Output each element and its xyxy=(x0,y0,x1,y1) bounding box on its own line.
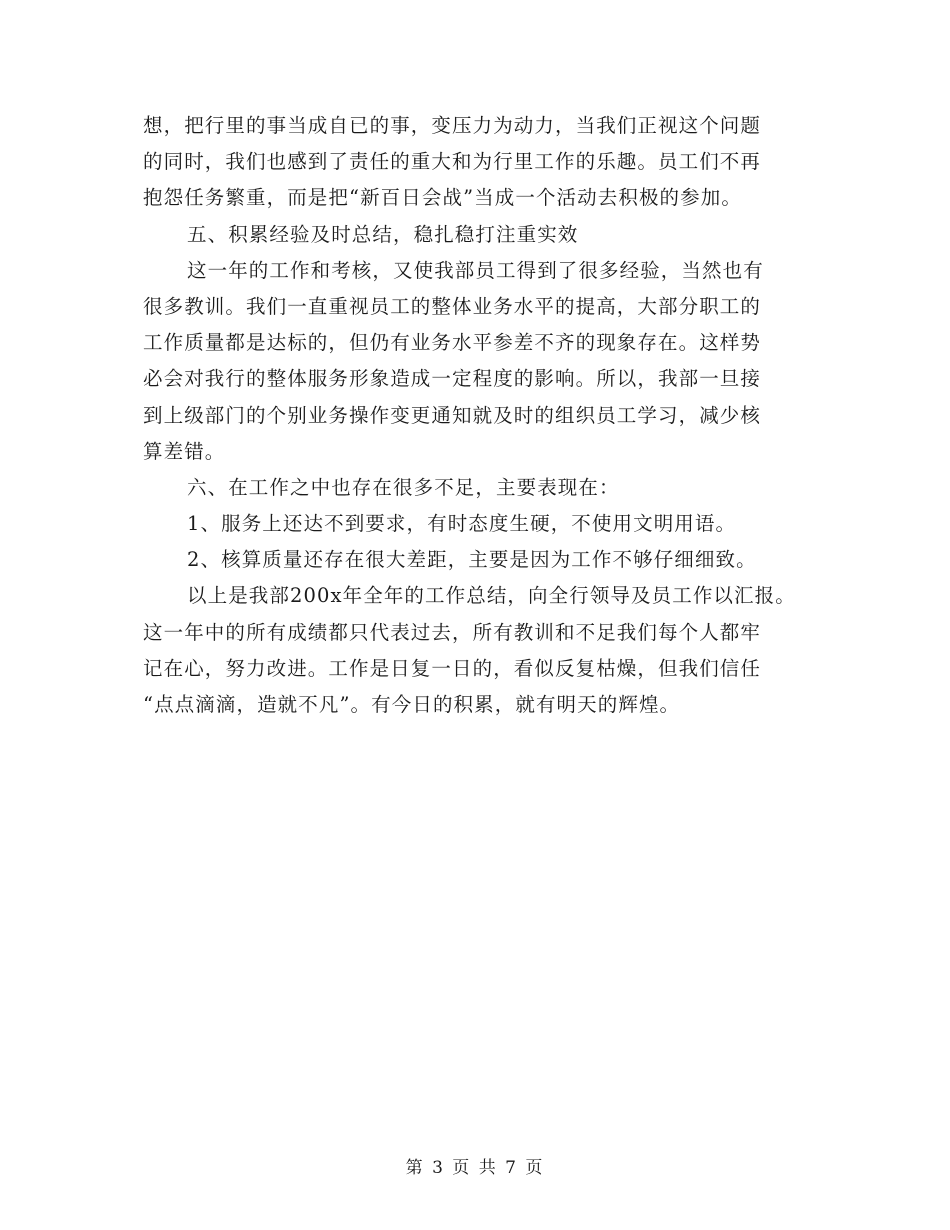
text-line: “点点滴滴，造就不凡”。有今日的积累，就有明天的辉煌。 xyxy=(143,693,681,716)
section-heading: 六、在工作之中也存在很多不足，主要表现在： xyxy=(187,475,620,499)
text-line: 算差错。 xyxy=(143,439,226,463)
text-line: 记在心，努力改进。工作是日复一日的，看似反复枯燥，但我们信任 xyxy=(143,656,762,680)
text-line: 的同时，我们也感到了责任的重大和为行里工作的乐趣。员工们不再 xyxy=(143,150,762,174)
text-line: 想，把行里的事当成自已的事，变压力为动力，当我们正视这个问题 xyxy=(143,114,762,137)
text-line: 这一年的工作和考核，又使我部员工得到了很多经验，当然也有 xyxy=(187,258,764,282)
text-line: 很多教训。我们一直重视员工的整体业务水平的提高，大部分职工的 xyxy=(143,294,762,318)
section-heading: 五、积累经验及时总结，稳扎稳打注重实效 xyxy=(187,222,579,246)
page-number-footer: 第 3 页 共 7 页 xyxy=(405,1158,545,1178)
text-line: 必会对我行的整体服务形象造成一定程度的影响。所以，我部一旦接 xyxy=(143,367,762,391)
text-line: 以上是我部200x年全年的工作总结，向全行领导及员工作以汇报。 xyxy=(187,584,796,608)
list-item: 1、服务上还达不到要求，有时态度生硬，不使用文明用语。 xyxy=(187,512,737,536)
text-line: 到上级部门的个别业务操作变更通知就及时的组织员工学习，减少核 xyxy=(143,403,762,427)
text-line: 抱怨任务繁重，而是把“新百日会战”当成一个活动去积极的参加。 xyxy=(143,186,742,210)
list-item: 2、核算质量还存在很大差距，主要是因为工作不够仔细细致。 xyxy=(187,548,757,572)
document-body xyxy=(143,108,823,723)
text-line: 这一年中的所有成绩都只代表过去，所有教训和不足我们每个人都牢 xyxy=(143,620,762,644)
text-line: 工作质量都是达标的，但仍有业务水平参差不齐的现象存在。这样势 xyxy=(143,331,762,355)
